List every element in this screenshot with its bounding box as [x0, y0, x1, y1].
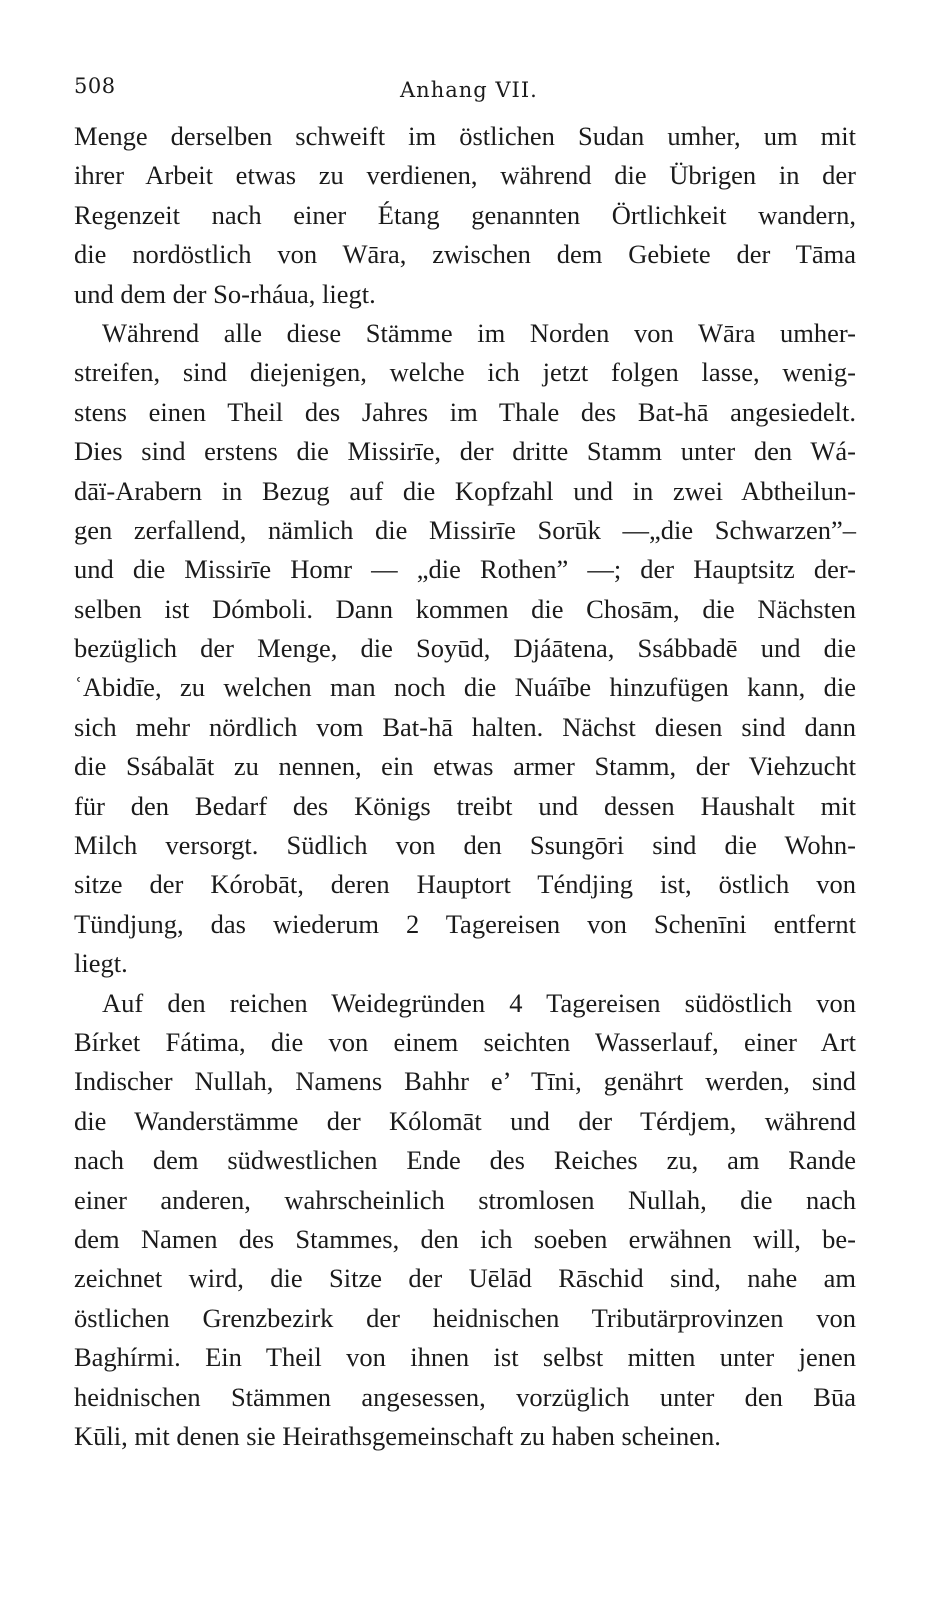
paragraph [74, 117, 856, 314]
text-line: Regenzeit nach einer Étang genannten Örtlichkeit wandern, [74, 199, 856, 230]
text-line: die nordöstlich von Wāra, zwischen dem Gebiete der Tāma [74, 239, 856, 270]
text-line: Bírket Fátima, die von einem seichten Wasserlauf, einer Art [74, 1026, 856, 1057]
text-line: sitze der Kórobāt, deren Hauptort Téndjing ist, östlich von [74, 869, 856, 900]
text-line: ʿAbidīe, zu welchen man noch die Nuáībe hinzufügen kann, die [74, 672, 856, 703]
text-line: Dies sind erstens die Missirīe, der dritte Stamm unter den Wá- [74, 436, 856, 467]
text-line: östlichen Grenzbezirk der heidnischen Tributärprovinzen von [74, 1302, 856, 1333]
text-line: ihrer Arbeit etwas zu verdienen, während die Übrigen in der [74, 160, 856, 191]
body-text [74, 117, 856, 1456]
text-line: Tündjung, das wiederum 2 Tagereisen von Schenīni entfernt [74, 908, 856, 939]
text-line: Auf den reichen Weidegründen 4 Tagereisen südöstlich von [102, 987, 856, 1018]
text-line: für den Bedarf des Königs treibt und dessen Haushalt mit [74, 790, 856, 821]
text-line: Menge derselben schweift im östlichen Sudan umher, um mit [74, 121, 856, 151]
text-line: gen zerfallend, nämlich die Missirīe Sorūk —„die Schwarzen”– [74, 514, 856, 545]
text-line: und die Missirīe Homr — „die Rothen” —; der Hauptsitz der- [74, 554, 856, 585]
text-line: selben ist Dómboli. Dann kommen die Chosām, die Nächsten [74, 593, 856, 624]
book-page [74, 62, 856, 1456]
text-line: dāï-Arabern in Bezug auf die Kopfzahl und in zwei Abtheilun- [74, 475, 856, 506]
running-head [74, 62, 856, 102]
text-line: die Ssábalāt zu nennen, ein etwas armer Stamm, der Viehzucht [74, 751, 856, 782]
text-line: liegt. [74, 948, 128, 979]
text-line: Baghírmi. Ein Theil von ihnen ist selbst mitten unter jenen [74, 1342, 856, 1373]
text-line: und dem der So-rháua, liegt. [74, 278, 376, 309]
paragraph [74, 984, 856, 1457]
text-line: zeichnet wird, die Sitze der Uēlād Rāschid sind, nahe am [74, 1263, 856, 1294]
text-line: streifen, sind diejenigen, welche ich jetzt folgen lasse, wenig- [74, 357, 856, 388]
text-line: Während alle diese Stämme im Norden von Wāra umher- [102, 317, 856, 348]
text-line: bezüglich der Menge, die Soyūd, Djáātena, Ssábbadē und die [74, 633, 856, 664]
running-head-title: Anhang VII. [400, 78, 538, 102]
text-line: dem Namen des Stammes, den ich soeben erwähnen will, be- [74, 1223, 856, 1254]
text-line: die Wanderstämme der Kólomāt und der Térdjem, während [74, 1105, 856, 1136]
text-line: stens einen Theil des Jahres im Thale des Bat-hā angesiedelt. [74, 396, 856, 427]
text-line: nach dem südwestlichen Ende des Reiches zu, am Rande [74, 1145, 856, 1176]
text-line: Milch versorgt. Südlich von den Ssungōri sind die Wohn- [74, 830, 856, 861]
paragraph [74, 314, 856, 984]
text-line: Kūli, mit denen sie Heirathsgemeinschaft zu haben scheinen. [74, 1420, 721, 1451]
text-line: Indischer Nullah, Namens Bahhr e’ Tīni, genährt werden, sind [74, 1066, 856, 1097]
text-line: einer anderen, wahrscheinlich stromlosen Nullah, die nach [74, 1184, 856, 1215]
text-line: sich mehr nördlich vom Bat-hā halten. Nächst diesen sind dann [74, 711, 856, 742]
page-number: 508 [74, 74, 116, 98]
text-line: heidnischen Stämmen angesessen, vorzüglich unter den Būa [74, 1381, 856, 1412]
